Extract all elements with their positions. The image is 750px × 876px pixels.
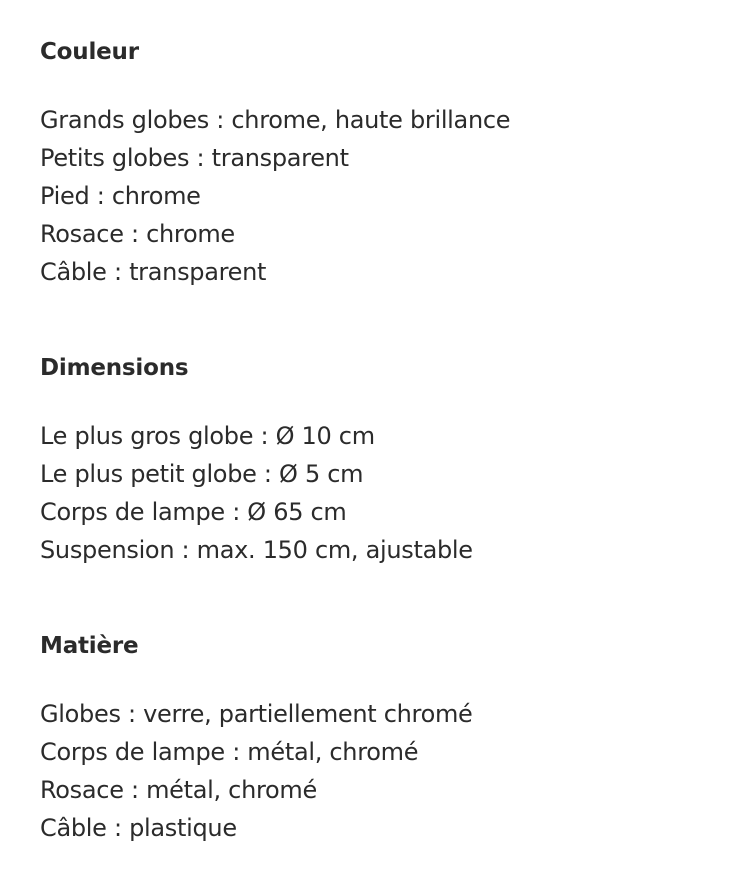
spec-line: Corps de lampe : métal, chromé (40, 738, 419, 766)
spec-list (40, 695, 730, 847)
section-couleur (40, 38, 730, 286)
section-title: Matière (40, 633, 139, 659)
section-dimensions (40, 354, 730, 564)
spec-line: Le plus petit globe : Ø 5 cm (40, 460, 364, 488)
spec-line: Petits globes : transparent (40, 144, 349, 172)
section-title: Couleur (40, 39, 139, 65)
spec-line: Le plus gros globe : Ø 10 cm (40, 422, 375, 450)
section-title: Dimensions (40, 355, 189, 381)
spec-line: Rosace : métal, chromé (40, 776, 317, 804)
spec-line: Câble : plastique (40, 814, 237, 842)
spec-list (40, 101, 730, 291)
section-matiere (40, 632, 730, 842)
spec-line: Suspension : max. 150 cm, ajustable (40, 536, 473, 564)
spec-line: Grands globes : chrome, haute brillance (40, 106, 511, 134)
spec-line: Câble : transparent (40, 258, 267, 286)
spec-list (40, 417, 730, 569)
spec-line: Corps de lampe : Ø 65 cm (40, 498, 347, 526)
spec-line: Rosace : chrome (40, 220, 235, 248)
spec-line: Globes : verre, partiellement chromé (40, 700, 473, 728)
spec-line: Pied : chrome (40, 182, 201, 210)
